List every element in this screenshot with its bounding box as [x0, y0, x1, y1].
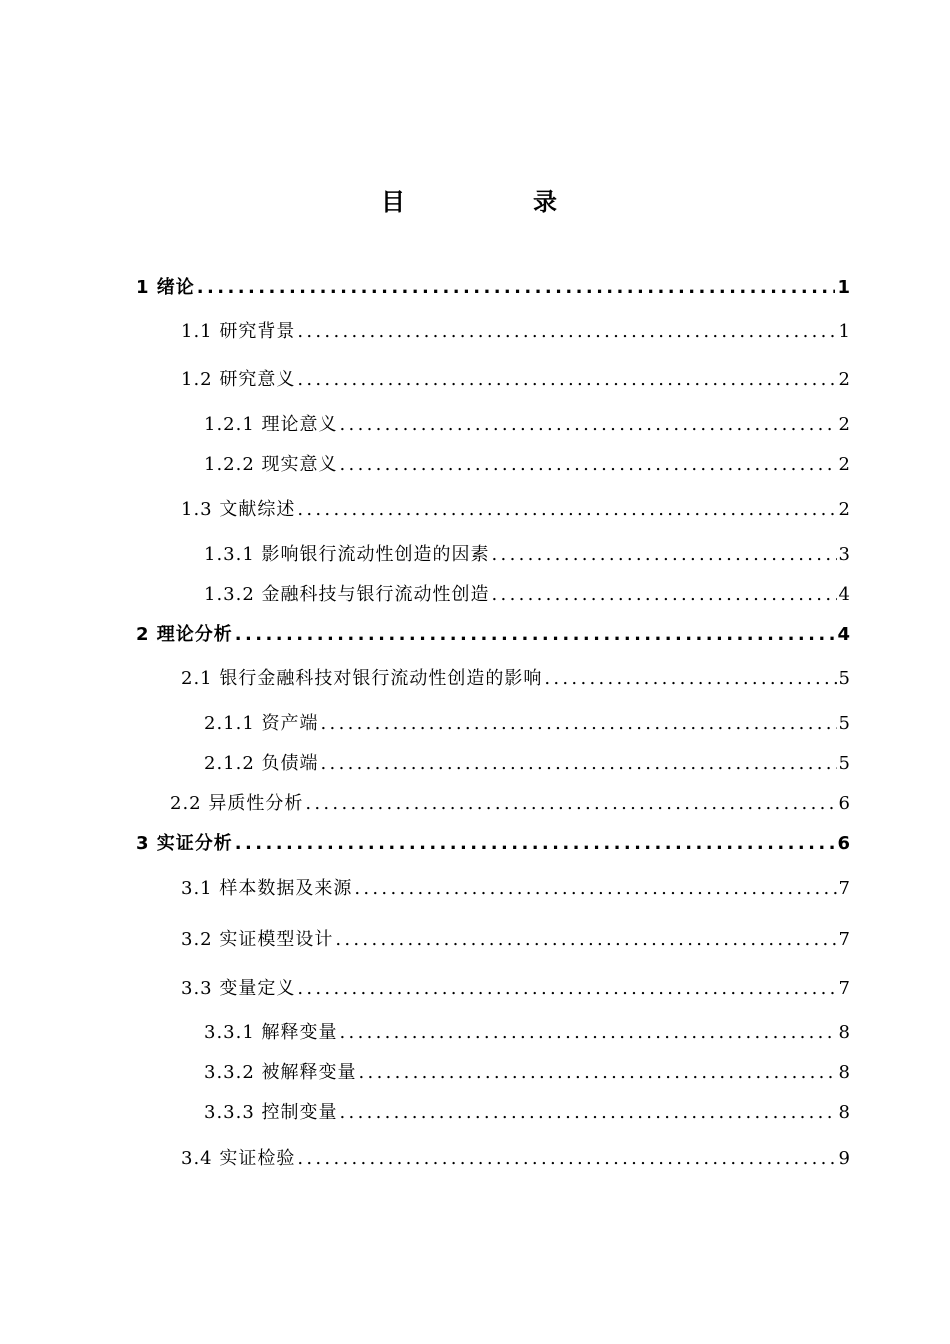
toc-entry[interactable] — [204, 541, 850, 569]
toc-entry[interactable] — [204, 411, 850, 439]
toc-entry[interactable] — [204, 1019, 850, 1047]
toc-entry[interactable] — [181, 366, 850, 394]
toc-entry-label: 3.1 样本数据及来源 — [181, 878, 353, 899]
dot-leader — [305, 790, 836, 818]
dot-leader — [235, 830, 836, 858]
toc-entry[interactable] — [204, 581, 850, 609]
toc-entry-label: 3.4 实证检验 — [181, 1148, 296, 1169]
toc-entry[interactable] — [181, 665, 850, 693]
toc-entry-label: 3.3 变量定义 — [181, 978, 296, 999]
toc-entry[interactable] — [204, 750, 850, 778]
toc-entry-page: 8 — [838, 1102, 850, 1123]
toc-entry-page: 4 — [838, 584, 850, 605]
toc-entry-label: 3.3.3 控制变量 — [204, 1102, 338, 1123]
toc-entry-label: 2.1 银行金融科技对银行流动性创造的影响 — [181, 668, 543, 689]
toc-entry-page: 6 — [838, 793, 850, 814]
dot-leader — [297, 1145, 836, 1173]
toc-entry-label: 2.1.1 资产端 — [204, 713, 319, 734]
toc-entry-page: 1 — [838, 321, 850, 342]
toc-entry-label: 3.2 实证模型设计 — [181, 929, 334, 950]
toc-entry-page: 1 — [837, 277, 850, 298]
dot-leader — [544, 665, 836, 693]
toc-entry-page: 5 — [838, 753, 850, 774]
toc-entry-page: 5 — [838, 668, 850, 689]
toc-entry[interactable] — [181, 318, 850, 346]
toc-entry-page: 4 — [837, 624, 850, 645]
toc-entry-page: 2 — [838, 414, 850, 435]
toc-entry-label: 2 理论分析 — [136, 624, 233, 645]
dot-leader — [354, 875, 836, 903]
toc-entry-label: 3 实证分析 — [136, 833, 233, 854]
dot-leader — [492, 541, 837, 569]
toc-entry-label: 1.2.1 理论意义 — [204, 414, 338, 435]
toc-entry-label: 1.2 研究意义 — [181, 369, 296, 390]
toc-entry-page: 8 — [838, 1022, 850, 1043]
toc-entry-page: 8 — [838, 1062, 850, 1083]
toc-entry[interactable] — [181, 1145, 850, 1173]
toc-entry[interactable] — [181, 875, 850, 903]
dot-leader — [297, 975, 836, 1003]
toc-entry-page: 7 — [838, 978, 850, 999]
toc-entry-page: 7 — [838, 878, 850, 899]
dot-leader — [297, 366, 836, 394]
dot-leader — [340, 411, 837, 439]
toc-entry-label: 1.1 研究背景 — [181, 321, 296, 342]
dot-leader — [359, 1059, 837, 1087]
dot-leader — [340, 1019, 837, 1047]
toc-entry[interactable] — [204, 710, 850, 738]
dot-leader — [340, 1099, 837, 1127]
dot-leader — [235, 621, 836, 649]
toc-entry-page: 2 — [838, 454, 850, 475]
toc-entry[interactable] — [170, 790, 850, 818]
toc-entry[interactable] — [181, 975, 850, 1003]
toc-entry[interactable] — [204, 451, 850, 479]
dot-leader — [492, 581, 837, 609]
dot-leader — [340, 451, 837, 479]
page-title: 目 录 — [381, 188, 609, 216]
toc-entry[interactable] — [136, 830, 850, 858]
toc-entry-label: 1.3.2 金融科技与银行流动性创造 — [204, 584, 490, 605]
toc-entry-page: 2 — [838, 369, 850, 390]
toc-entry-page: 5 — [838, 713, 850, 734]
toc-entry-page: 7 — [838, 929, 850, 950]
toc-entry-label: 3.3.2 被解释变量 — [204, 1062, 357, 1083]
dot-leader — [321, 750, 837, 778]
toc-entry-label: 1 绪论 — [136, 277, 195, 298]
toc-entry[interactable] — [181, 496, 850, 524]
toc-entry[interactable] — [136, 274, 850, 302]
toc-entry-page: 2 — [838, 499, 850, 520]
dot-leader — [197, 274, 836, 302]
dot-leader — [297, 318, 836, 346]
dot-leader — [321, 710, 837, 738]
toc-entry-label: 1.3.1 影响银行流动性创造的因素 — [204, 544, 490, 565]
dot-leader — [335, 926, 836, 954]
toc-entry[interactable] — [204, 1099, 850, 1127]
toc-entry[interactable] — [181, 926, 850, 954]
toc-entry-label: 1.2.2 现实意义 — [204, 454, 338, 475]
toc-entry[interactable] — [136, 621, 850, 649]
toc-entry[interactable] — [204, 1059, 850, 1087]
toc-entry-page: 3 — [838, 544, 850, 565]
toc-entry-label: 2.2 异质性分析 — [170, 793, 304, 814]
toc-entry-label: 1.3 文献综述 — [181, 499, 296, 520]
toc-entry-page: 9 — [838, 1148, 850, 1169]
dot-leader — [297, 496, 836, 524]
toc-entry-label: 3.3.1 解释变量 — [204, 1022, 338, 1043]
toc-entry-label: 2.1.2 负债端 — [204, 753, 319, 774]
toc-entry-page: 6 — [837, 833, 850, 854]
